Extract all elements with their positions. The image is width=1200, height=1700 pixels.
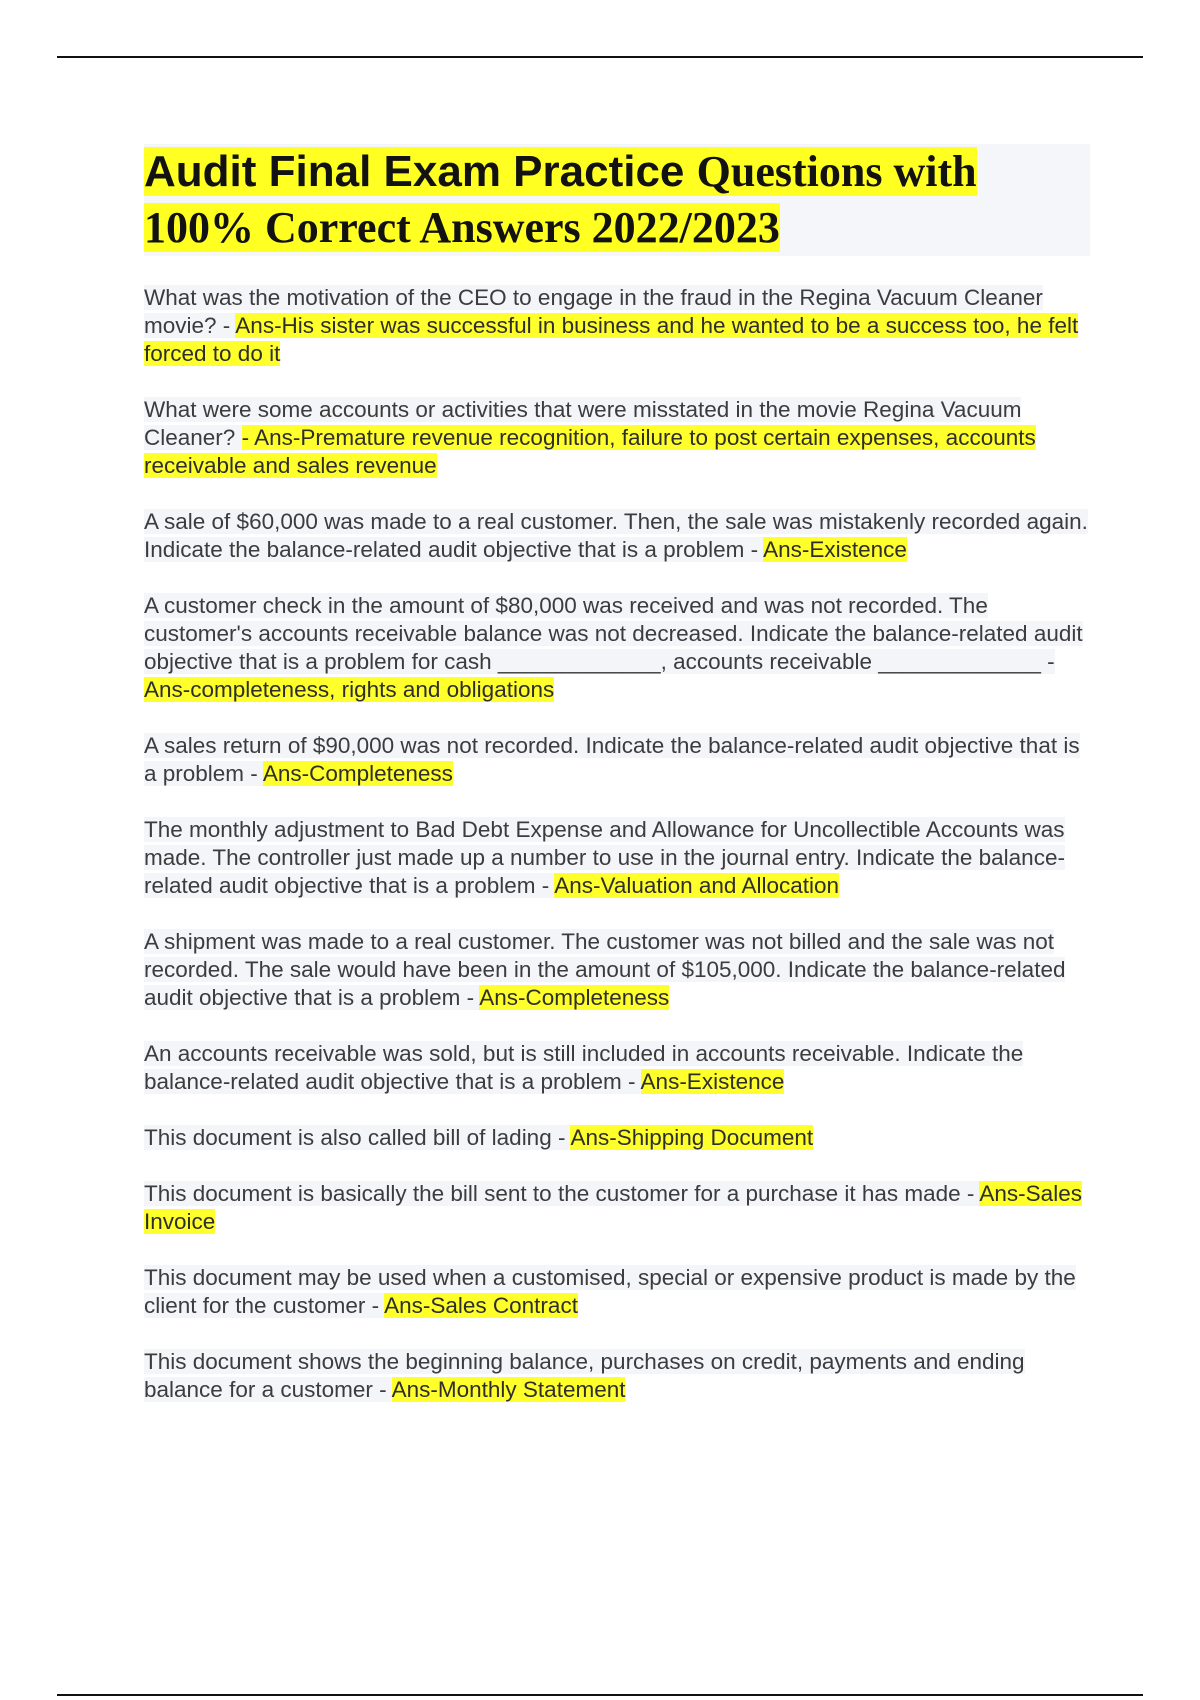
- answer-text: Ans-Shipping Document: [570, 1125, 814, 1150]
- answer-text: Ans-Valuation and Allocation: [554, 873, 840, 898]
- top-rule: [57, 56, 1143, 58]
- answer-text: Ans-Completeness: [479, 985, 670, 1010]
- question-text: This document is also called bill of lading -: [144, 1125, 571, 1150]
- answer-text: - Ans-Premature revenue recognition, failure to post certain expenses, accounts receivable and sales revenue: [144, 425, 1036, 478]
- question-text: This document may be used when a customised, special or expensive product is made by the client for the customer -: [144, 1265, 1076, 1318]
- bottom-rule: [57, 1694, 1143, 1696]
- title-part-sans: Audit Final Exam Practice: [144, 147, 685, 196]
- answer-text: Ans-Existence: [640, 1069, 785, 1094]
- question-text: What was the motivation of the CEO to engage in the fraud in the Regina Vacuum Cleaner movie? -: [144, 285, 1043, 338]
- qa-item: [144, 1348, 1090, 1404]
- qa-item: [144, 1040, 1090, 1096]
- question-text: A customer check in the amount of $80,000 was received and was not recorded. The customer's accounts receivable balance was not decreased. Indicate the balance-related audit objective that is a problem for cash _____________, accounts receivable _____________ -: [144, 593, 1083, 674]
- qa-item: [144, 508, 1090, 564]
- answer-text: Ans-Completeness: [262, 761, 453, 786]
- question-text: This document shows the beginning balance, purchases on credit, payments and ending balance for a customer -: [144, 1349, 1025, 1402]
- answer-text: Ans-Sales Invoice: [144, 1181, 1082, 1234]
- qa-item: [144, 928, 1090, 1012]
- question-answer-list: [144, 284, 1090, 1432]
- qa-item: [144, 732, 1090, 788]
- answer-text: Ans-Existence: [763, 537, 907, 562]
- question-text: What were some accounts or activities that were misstated in the movie Regina Vacuum Cleaner?: [144, 397, 1022, 450]
- qa-item: [144, 284, 1090, 368]
- page-title: [144, 144, 1090, 256]
- qa-item: [144, 1124, 1090, 1152]
- qa-item: [144, 396, 1090, 480]
- qa-item: [144, 1264, 1090, 1320]
- question-text: The monthly adjustment to Bad Debt Expense and Allowance for Uncollectible Accounts was made. The controller just made up a number to use in the journal entry. Indicate the balance-related audit objective that is a problem -: [144, 817, 1065, 898]
- question-text: A sales return of $90,000 was not recorded. Indicate the balance-related audit objective that is a problem -: [144, 733, 1080, 786]
- qa-item: [144, 816, 1090, 900]
- question-text: An accounts receivable was sold, but is still included in accounts receivable. Indicate the balance-related audit objective that is a problem -: [144, 1041, 1024, 1094]
- question-text: A sale of $60,000 was made to a real customer. Then, the sale was mistakenly recorded again. Indicate the balance-related audit objective that is a problem -: [144, 509, 1088, 562]
- answer-text: Ans-completeness, rights and obligations: [144, 677, 555, 702]
- question-text: This document is basically the bill sent to the customer for a purchase it has made -: [144, 1181, 980, 1206]
- title-part-serif: Questions with 100% Correct Answers 2022/2023: [144, 147, 977, 252]
- qa-item: [144, 1180, 1090, 1236]
- answer-text: Ans-His sister was successful in business and he wanted to be a success too, he felt forced to do it: [144, 313, 1079, 366]
- question-text: A shipment was made to a real customer. The customer was not billed and the sale was not recorded. The sale would have been in the amount of $105,000. Indicate the balance-related audit objective that is a problem -: [144, 929, 1066, 1010]
- answer-text: Ans-Monthly Statement: [391, 1377, 626, 1402]
- answer-text: Ans-Sales Contract: [384, 1293, 578, 1318]
- qa-item: [144, 592, 1090, 704]
